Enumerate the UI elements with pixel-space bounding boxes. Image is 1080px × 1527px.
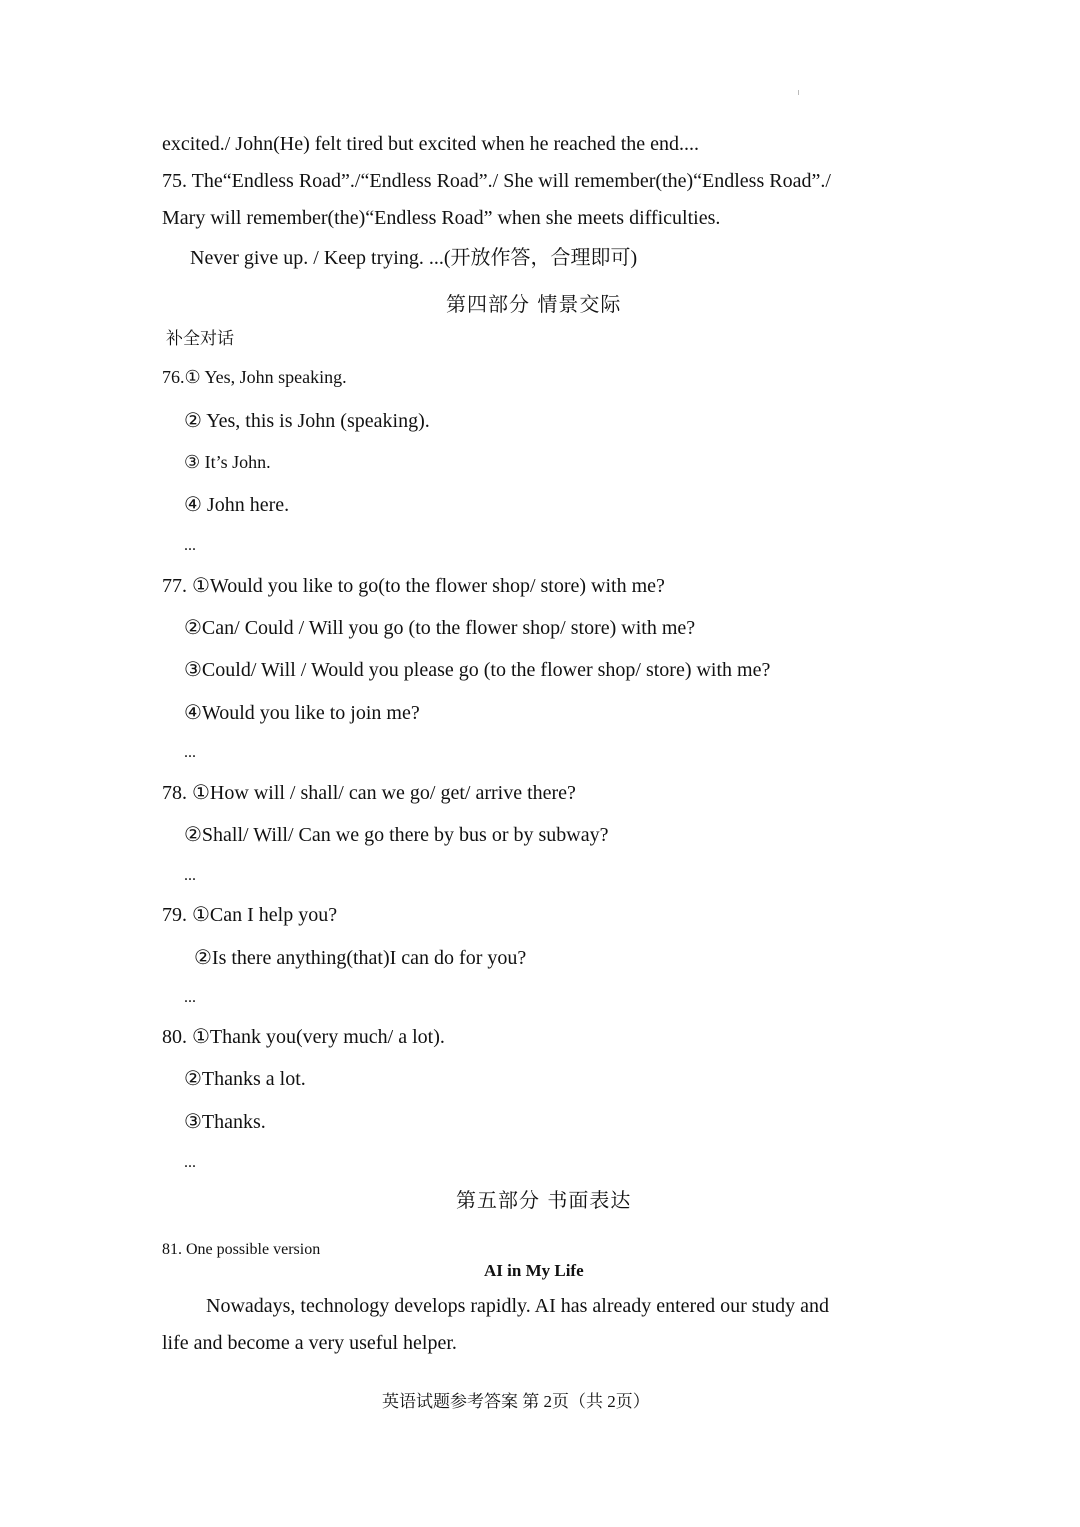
essay-paragraph-line-1: Nowadays, technology develops rapidly. AI has already entered our study and xyxy=(206,1295,829,1317)
q79-ellipsis: ... xyxy=(184,989,196,1006)
q79-answer-1: 79. ①Can I help you? xyxy=(162,904,338,926)
q78-answer-2: ②Shall/ Will/ Can we go there by bus or by subway? xyxy=(184,824,609,846)
q78-ellipsis: ... xyxy=(184,867,196,884)
q80-answer-3: ③Thanks. xyxy=(184,1111,266,1133)
q77-ellipsis: ... xyxy=(184,744,196,761)
answer-75-line1: 75. The“Endless Road”./“Endless Road”./ She will remember(the)“Endless Road”./ xyxy=(162,170,831,192)
q77-answer-4: ④Would you like to join me? xyxy=(184,702,420,724)
q76-answer-1: 76.① Yes, John speaking. xyxy=(162,367,347,387)
section-4-title: 第四部分 情景交际 xyxy=(446,292,622,316)
section-5-title: 第五部分 书面表达 xyxy=(456,1188,632,1212)
q79-answer-2: ②Is there anything(that)I can do for you? xyxy=(194,947,527,969)
q76-answer-4: ④ John here. xyxy=(184,494,290,516)
q78-answer-1: 78. ①How will / shall/ can we go/ get/ arrive there? xyxy=(162,782,576,804)
q81-label: 81. One possible version xyxy=(162,1241,321,1258)
q80-ellipsis: ... xyxy=(184,1154,196,1171)
q76-answer-2: ② Yes, this is John (speaking). xyxy=(184,410,430,432)
q77-answer-2: ②Can/ Could / Will you go (to the flower shop/ store) with me? xyxy=(184,617,696,639)
q80-answer-1: 80. ①Thank you(very much/ a lot). xyxy=(162,1026,445,1048)
scan-speck xyxy=(798,90,799,95)
essay-title: AI in My Life xyxy=(484,1261,584,1280)
q77-answer-3: ③Could/ Will / Would you please go (to the flower shop/ store) with me? xyxy=(184,659,771,681)
section-4-subtitle: 补全对话 xyxy=(166,329,234,349)
answer-74-continuation: excited./ John(He) felt tired but excited when he reached the end.... xyxy=(162,133,700,155)
q76-answer-3: ③ It’s John. xyxy=(184,452,271,472)
essay-paragraph-line-2: life and become a very useful helper. xyxy=(162,1332,457,1354)
q77-answer-1: 77. ①Would you like to go(to the flower shop/ store) with me? xyxy=(162,575,665,597)
answer-75-line3: Never give up. / Keep trying. ...(开放作答，合理即可) xyxy=(190,247,638,269)
answer-75-line2: Mary will remember(the)“Endless Road” when she meets difficulties. xyxy=(162,207,721,229)
page-footer: 英语试题参考答案 第 2页（共 2页） xyxy=(382,1392,650,1411)
q80-answer-2: ②Thanks a lot. xyxy=(184,1068,306,1090)
q76-ellipsis: ... xyxy=(184,537,196,554)
